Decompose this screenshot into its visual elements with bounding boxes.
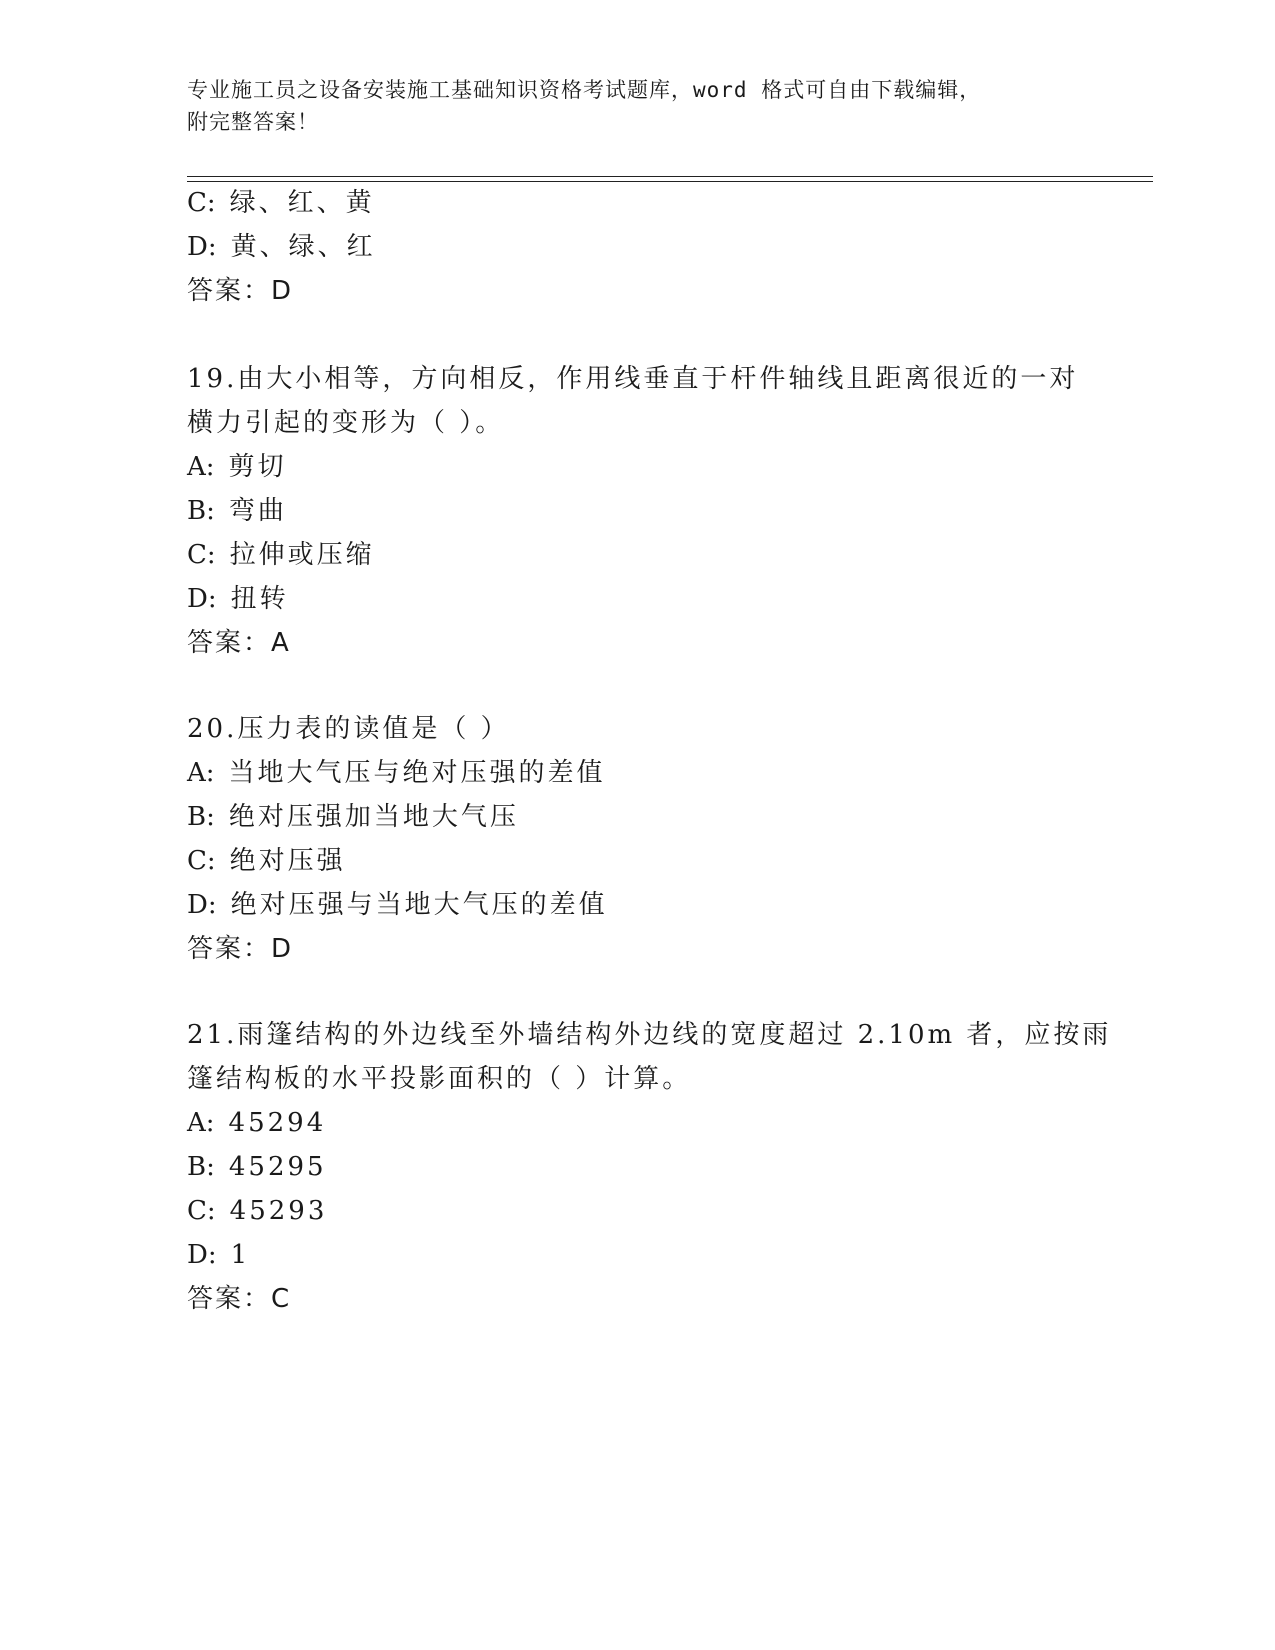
header-line-2: 附完整答案！ (187, 110, 319, 134)
option-text: 绝对压强 (229, 846, 346, 876)
option-label: C: (187, 846, 216, 876)
option-label: D: (187, 1240, 217, 1270)
q20-stem-line-1: 20.压力表的读值是（ ） (187, 714, 510, 744)
q21-stem-line-1: 21.雨篷结构的外边线至外墙结构外边线的宽度超过 2.10m 者，应按雨 (187, 1020, 1112, 1050)
option-label: C: (187, 1196, 216, 1226)
option-label: A: (187, 1108, 215, 1138)
option-text: 45295 (228, 1152, 327, 1182)
option-text: 45293 (229, 1196, 328, 1226)
q18-answer (187, 274, 291, 308)
option-label: D: (187, 890, 217, 920)
q19-option-c (187, 538, 375, 572)
option-text: 弯曲 (228, 496, 287, 526)
option-label: C: (187, 188, 216, 218)
option-text: 1 (230, 1240, 251, 1270)
option-text: 剪切 (228, 452, 287, 482)
q21-option-c (187, 1194, 327, 1228)
option-label: C: (187, 540, 216, 570)
q21-stem-line-2: 篷结构板的水平投影面积的（ ）计算。 (187, 1064, 692, 1094)
answer-label: 答案： (187, 934, 272, 964)
q18-option-c (187, 186, 375, 220)
option-text: 拉伸或压缩 (229, 540, 375, 570)
q19-stem-line-1: 19.由大小相等，方向相反，作用线垂直于杆件轴线且距离很近的一对 (187, 364, 1079, 394)
answer-label: 答案： (187, 1284, 272, 1314)
answer-value: C (271, 1284, 290, 1314)
q18-option-d (187, 230, 376, 264)
q19-stem-line-2: 横力引起的变形为（ ）。 (187, 408, 505, 438)
option-text: 绝对压强与当地大气压的差值 (230, 890, 608, 920)
header-line-1: 专业施工员之设备安装施工基础知识资格考试题库，word 格式可自由下载编辑， (187, 78, 982, 102)
q20-option-b (187, 800, 519, 834)
option-text: 黄、绿、红 (230, 232, 376, 262)
option-label: B: (187, 496, 215, 526)
q21-option-a (187, 1106, 326, 1140)
option-text: 45294 (228, 1108, 327, 1138)
option-text: 扭转 (230, 584, 289, 614)
answer-value: D (271, 276, 292, 306)
q20-option-d (187, 888, 608, 922)
answer-label: 答案： (187, 276, 272, 306)
option-text: 绝对压强加当地大气压 (228, 802, 519, 832)
document-header (187, 74, 1087, 138)
q19-option-d (187, 582, 289, 616)
answer-value: D (271, 934, 292, 964)
option-label: A: (187, 758, 215, 788)
q19-option-b (187, 494, 287, 528)
answer-label: 答案： (187, 628, 272, 658)
q21-option-d (187, 1238, 250, 1272)
option-label: B: (187, 802, 215, 832)
header-rule-top (187, 176, 1153, 177)
q19-answer (187, 626, 289, 660)
option-text: 绿、红、黄 (229, 188, 375, 218)
header-rule-bottom (187, 181, 1153, 182)
option-label: B: (187, 1152, 215, 1182)
option-label: D: (187, 232, 217, 262)
option-text: 当地大气压与绝对压强的差值 (228, 758, 606, 788)
answer-value: A (271, 628, 289, 658)
q21-option-b (187, 1150, 327, 1184)
option-label: A: (187, 452, 215, 482)
q21-answer (187, 1282, 289, 1316)
q20-answer (187, 932, 291, 966)
q19-option-a (187, 450, 287, 484)
option-label: D: (187, 584, 217, 614)
q20-option-a (187, 756, 606, 790)
q20-option-c (187, 844, 346, 878)
